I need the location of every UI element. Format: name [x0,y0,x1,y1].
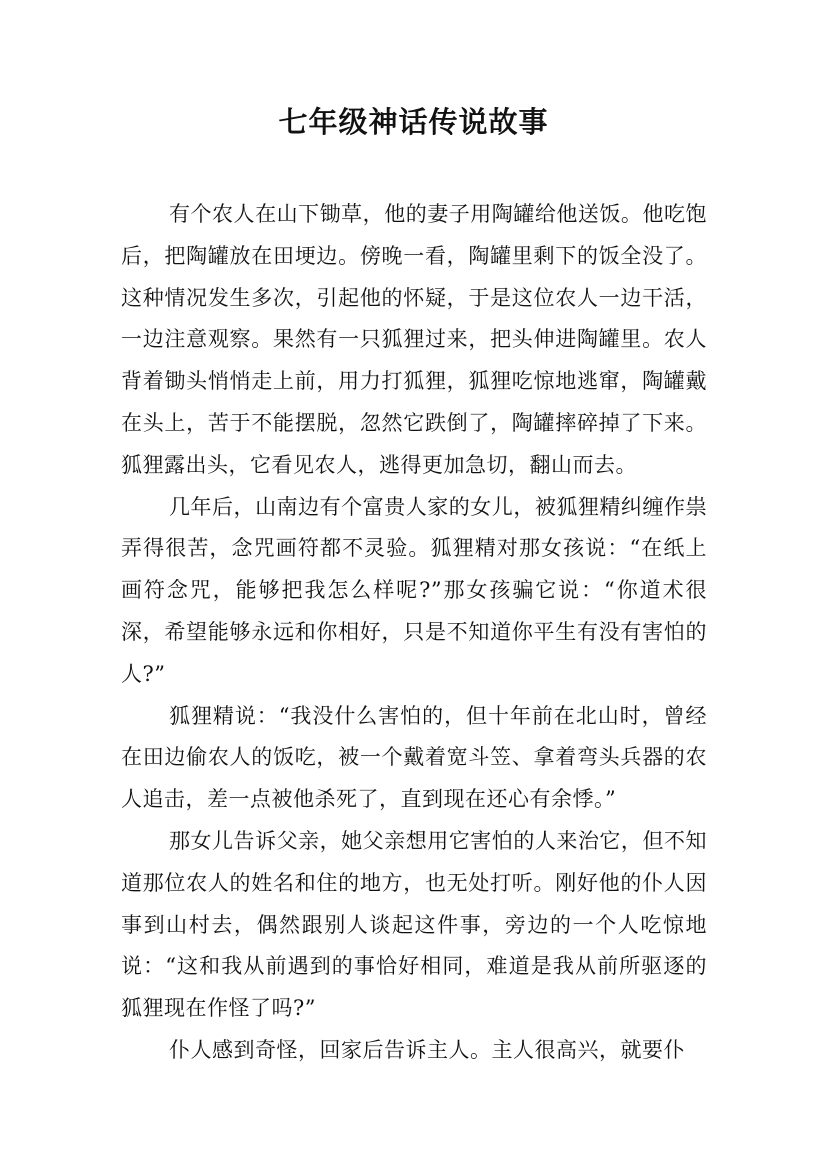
paragraph-3: 狐狸精说：“我没什么害怕的，但十年前在北山时，曾经在田边偷农人的饭吃，被一个戴着宽斗笠、拿着弯头兵器的农人追击，差一点被他杀死了，直到现在还心有余悸。” [121,703,707,812]
paragraph-5: 仆人感到奇怪，回家后告诉主人。主人很高兴，就要仆 [169,1037,685,1062]
document-body [121,194,707,1072]
paragraph-1: 有个农人在山下锄草，他的妻子用陶罐给他送饭。他吃饱后，把陶罐放在田埂边。傍晚一看，陶罐里剩下的饭全没了。这种情况发生多次，引起他的怀疑，于是这位农人一边干活，一边注意观察。果然有一只狐狸过来，把头伸进陶罐里。农人背着锄头悄悄走上前，用力打狐狸，狐狸吃惊地逃窜，陶罐戴在头上，苦于不能摆脱，忽然它跌倒了，陶罐摔碎掉了下来。狐狸露出头，它看见农人，逃得更加急切，翻山而去。 [121,202,707,477]
page-title: 七年级神话传说故事 [278,105,549,139]
paragraph-4: 那女儿告诉父亲，她父亲想用它害怕的人来治它，但不知道那位农人的姓名和住的地方，也无处打听。刚好他的仆人因事到山村去，偶然跟别人谈起这件事，旁边的一个人吃惊地说：“这和我从前遇到的事恰好相同，难道是我从前所驱逐的狐狸现在作怪了吗?” [121,828,707,1021]
paragraph-2: 几年后，山南边有个富贵人家的女儿，被狐狸精纠缠作祟弄得很苦，念咒画符都不灵验。狐狸精对那女孩说：“在纸上画符念咒，能够把我怎么样呢?”那女孩骗它说：“你道术很深，希望能够永远和你相好，只是不知道你平生有没有害怕的人?” [121,494,707,686]
